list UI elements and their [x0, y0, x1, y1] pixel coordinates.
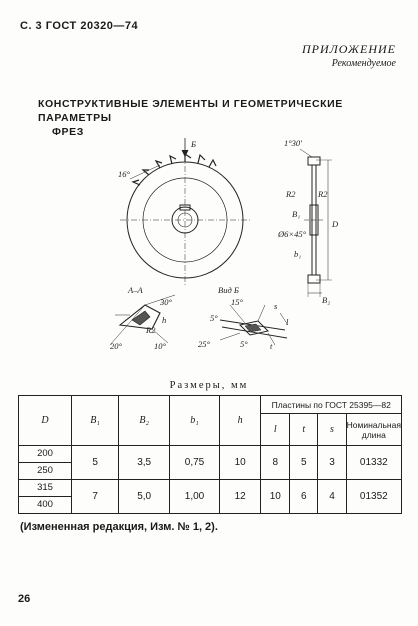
section-aa-label: А–А	[128, 285, 143, 295]
dimensions-table	[18, 395, 402, 514]
table-row	[19, 446, 402, 480]
h-label: h	[162, 315, 167, 325]
appendix-title: ПРИЛОЖЕНИЕ	[302, 42, 396, 56]
d-value: 200	[19, 446, 71, 463]
d-value: 250	[37, 465, 53, 476]
nominal-cell: 01332	[346, 446, 401, 480]
standard-header: С. 3 ГОСТ 20320—74	[20, 20, 139, 32]
view-arrow-label: Б	[191, 139, 197, 149]
s-label: s	[274, 301, 278, 311]
header-b1: B₁	[72, 396, 119, 446]
b1-bottom-label: b₁	[294, 249, 302, 259]
b2-cell: 5,0	[119, 480, 170, 514]
r2-right-label: R2	[318, 189, 328, 199]
view-b	[220, 305, 288, 345]
sizes-caption: Размеры, мм	[169, 380, 249, 391]
chamfer-label: Ø6×45°	[278, 229, 307, 239]
header-plates-group: Пластины по ГОСТ 25395—82	[261, 396, 402, 414]
appendix-status: Рекомендуемое	[331, 58, 396, 69]
angle-20-label: 20°	[110, 341, 122, 351]
b1-cell: 7	[72, 480, 119, 514]
d-cell	[19, 480, 72, 514]
l-cell: 8	[261, 446, 290, 480]
h-cell: 12	[219, 480, 261, 514]
header-t: t	[290, 414, 318, 446]
s-cell: 4	[318, 480, 346, 514]
header-l: l	[261, 414, 290, 446]
angle-25-label: 25°	[198, 339, 210, 349]
b2-cell: 3,5	[119, 446, 170, 480]
d-value: 315	[19, 480, 71, 497]
angle-16-label: 16°	[118, 169, 130, 179]
title-line-2: ФРЕЗ	[52, 126, 84, 138]
angle-10-label: 10°	[154, 341, 166, 351]
title-line-1: КОНСТРУКТИВНЫЕ ЭЛЕМЕНТЫ И ГЕОМЕТРИЧЕСКИЕ ПАРАМЕТРЫ	[38, 98, 343, 124]
page-title	[38, 97, 383, 139]
header-b1-small: b₁	[170, 396, 220, 446]
header-h: h	[219, 396, 261, 446]
l-cell: 10	[261, 480, 290, 514]
l-label: l	[286, 317, 289, 327]
cutter-drawing	[90, 135, 350, 360]
angle-5a-label: 5°	[210, 313, 218, 323]
b1-top-label: B₁	[292, 209, 301, 219]
d-cell	[19, 446, 72, 480]
b1-small-cell: 1,00	[170, 480, 220, 514]
b2-dimension-label: B₂	[322, 295, 331, 305]
angle-15-label: 15°	[231, 297, 243, 307]
header-nominal-length: Номинальная длина	[346, 414, 401, 446]
r2-left-label: R2	[286, 189, 296, 199]
s-cell: 3	[318, 446, 346, 480]
nominal-cell: 01352	[346, 480, 401, 514]
angle-30-label: 30°	[160, 297, 172, 307]
angle-5b-label: 5°	[240, 339, 248, 349]
t-cell: 6	[290, 480, 318, 514]
side-profile	[300, 149, 332, 297]
page-number: 26	[18, 593, 31, 605]
r2-section-label: R2	[146, 325, 156, 335]
view-b-label: Вид Б	[218, 285, 239, 295]
amendment-note: (Измененная редакция, Изм. № 1, 2).	[20, 521, 218, 533]
d-value: 400	[37, 499, 53, 510]
cutter-teeth	[133, 154, 216, 185]
header-b2: B₂	[119, 396, 170, 446]
d-dimension-label: D	[332, 219, 339, 229]
header-d: D	[19, 396, 72, 446]
h-cell: 10	[219, 446, 261, 480]
b1-cell: 5	[72, 446, 119, 480]
table-row	[19, 480, 402, 514]
t-label: t	[270, 341, 273, 351]
angle-1-30-label: 1°30'	[284, 138, 302, 148]
t-cell: 5	[290, 446, 318, 480]
b1-small-cell: 0,75	[170, 446, 220, 480]
header-s: s	[318, 414, 346, 446]
